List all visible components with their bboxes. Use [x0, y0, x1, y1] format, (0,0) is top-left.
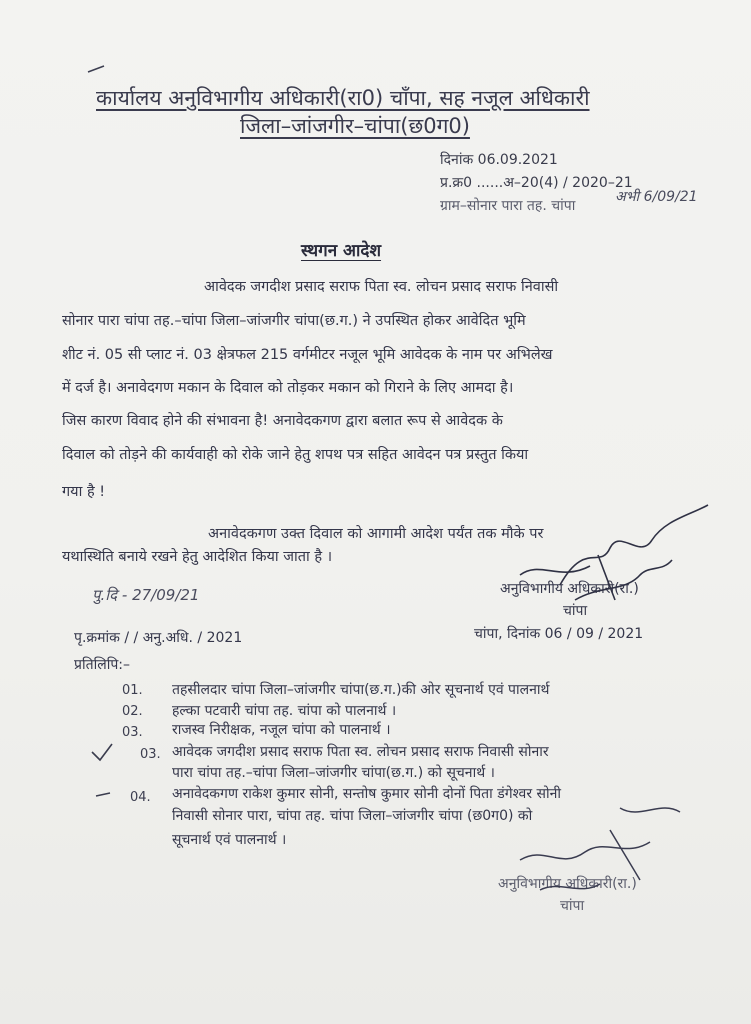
copy-line: आवेदक जगदीश प्रसाद सराफ पिता स्व. लोचन प्रसाद सराफ निवासी सोनार: [172, 744, 549, 760]
body-line-1: आवेदक जगदीश प्रसाद सराफ पिता स्व. लोचन प्रसाद सराफ निवासी: [204, 279, 559, 295]
copy-number: 04.: [130, 790, 151, 805]
order-date: दिनांक 06.09.2021: [440, 152, 558, 168]
signature2-place: चांपा: [560, 898, 585, 914]
body-line-6: दिवाल को तोड़ने की कार्यवाही को रोके जाने हेतु शपथ पत्र सहित आवेदन पत्र प्रस्तुत किया: [62, 447, 529, 463]
signature1-place: चांपा: [563, 603, 588, 619]
signature-scribble-2: [520, 808, 680, 890]
order-title: स्थगन आदेश: [301, 241, 382, 261]
copy-line: राजस्व निरीक्षक, नजूल चांपा को पालनार्थ ।: [172, 722, 391, 738]
endorsement-place-date: चांपा, दिनांक 06 / 09 / 2021: [474, 626, 644, 642]
copy-line: हल्का पटवारी चांपा तह. चांपा को पालनार्थ ।: [172, 703, 397, 719]
copy-line: पारा चांपा तह.–चांपा जिला–जांजगीर चांपा(छ.ग.) को सूचनार्थ ।: [172, 765, 495, 781]
case-number: प्र.क्र0 ......अ–20(4) / 2020–21: [440, 175, 633, 191]
body-line-2: सोनार पारा चांपा तह.–चांपा जिला–जांजगीर चांपा(छ.ग.) ने उपस्थित होकर आवेदित भूमि: [62, 313, 526, 329]
signature1-designation: अनुविभागीय अधिकारी(रा.): [500, 581, 639, 597]
order-line-1: अनावेदकगण उक्त दिवाल को आगामी आदेश पर्यंत तक मौके पर: [208, 526, 544, 542]
dash-mark: [96, 793, 110, 796]
copy-line: सूचनार्थ एवं पालनार्थ ।: [172, 832, 287, 848]
copy-number: 03.: [140, 747, 161, 762]
copy-line: अनावेदकगण राकेश कुमार सोनी, सन्तोष कुमार सोनी दोनों पिता डंगेश्वर सोनी: [172, 786, 561, 802]
signature2-designation: अनुविभागीय अधिकारी(रा.): [498, 876, 637, 892]
copy-line: तहसीलदार चांपा जिला–जांजगीर चांपा(छ.ग.)की ओर सूचनार्थ एवं पालनार्थ: [172, 682, 550, 698]
office-header-line1: कार्यालय अनुविभागीय अधिकारी(रा0) चाँपा, सह नजूल अधिकारी: [96, 86, 590, 110]
signature-scribble-1: [520, 505, 708, 600]
order-line-2: यथास्थिति बनाये रखने हेतु आदेशित किया जाता है ।: [62, 549, 333, 565]
body-line-5: जिस कारण विवाद होने की संभावना है! अनावेदकगण द्वारा बलात रूप से आवेदक के: [62, 413, 503, 429]
body-line-4: में दर्ज है। अनावेदगण मकान के दिवाल को तोड़कर मकान को गिराने के लिए आमदा है।: [62, 380, 514, 396]
handwritten-extension-date: पु.दि - 27/09/21: [92, 586, 200, 604]
endorsement-ref: पृ.क्रमांक / / अनु.अधि. / 2021: [74, 630, 243, 646]
office-header-line2: जिला–जांजगीर–चांपा(छ0ग0): [240, 114, 470, 138]
copy-number: 01.: [122, 683, 143, 698]
copy-number: 02.: [122, 704, 143, 719]
copy-line: निवासी सोनार पारा, चांपा तह. चांपा जिला–जांजगीर चांपा (छ0ग0) को: [172, 808, 533, 824]
copy-number: 03.: [122, 725, 143, 740]
body-line-3: शीट नं. 05 सी प्लाट नं. 03 क्षेत्रफल 215 वर्गमीटर नजूल भूमि आवेदक के नाम पर अभिलेख: [62, 347, 553, 363]
pen-tick-mark: [88, 66, 104, 72]
copy-label: प्रतिलिपि:–: [74, 657, 130, 673]
body-line-7: गया है !: [62, 484, 106, 500]
check-mark: [92, 744, 112, 760]
handwritten-ref-note: अभी 6/09/21: [615, 189, 698, 205]
village-line: ग्राम–सोनार पारा तह. चांपा: [440, 198, 576, 214]
